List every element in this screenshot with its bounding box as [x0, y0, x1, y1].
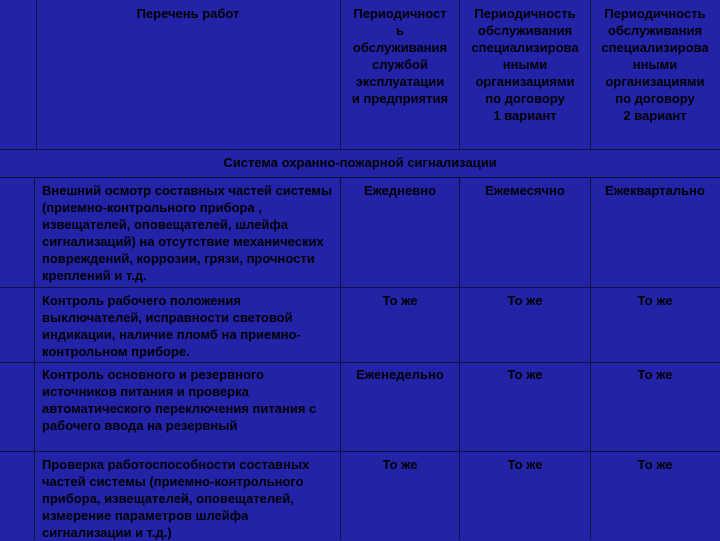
row-2-work: Контроль рабочего положения выключателей, исправности световой индикации, наличие пломб на приемно-контрольном приборе.: [42, 293, 301, 359]
header-works: Перечень работ: [136, 6, 240, 21]
grid-line: [34, 177, 35, 540]
row-2-exploitation: То же: [382, 293, 418, 308]
grid-line: [340, 177, 341, 540]
row-4-variant-2: То же: [637, 457, 673, 472]
row-4-variant-1: То же: [507, 457, 543, 472]
row-3-variant-2: То же: [637, 367, 673, 382]
header-exploitation: Периодичност ь обслуживания службой эксплуатации и предприятия: [351, 6, 449, 106]
row-3-work: Контроль основного и резервного источников питания и проверка автоматического переключения питания с рабочего ввода на резервный: [42, 367, 317, 433]
grid-line: [590, 177, 591, 540]
grid-line: [36, 0, 37, 149]
grid-line: [0, 451, 720, 452]
row-3-variant-1: То же: [507, 367, 543, 382]
row-2-variant-1: То же: [507, 293, 543, 308]
grid-line: [0, 149, 720, 150]
row-4-work: Проверка работоспособности составных частей системы (приемно-контрольного прибора, извещателей, оповещателей, измерение параметров шлейфа сигнализации и т.д.): [42, 457, 310, 540]
row-2-variant-2: То же: [637, 293, 673, 308]
section-title: Система охранно-пожарной сигнализации: [223, 155, 497, 170]
row-1-work: Внешний осмотр составных частей системы (приемно-контрольного прибора , извещателей, оповещателей, шлейфа сигнализаций) на отсутствие механических повреждений, коррозии, грязи, прочности креплений и т.д.: [42, 183, 333, 283]
grid-line: [459, 177, 460, 540]
row-1-variant-2: Ежеквартально: [605, 183, 705, 198]
header-variant-2: Периодичность обслуживания специализирова нными организациями по договору 2 вариант: [601, 6, 709, 123]
row-1-exploitation: Ежедневно: [363, 183, 437, 198]
row-3-exploitation: Еженедельно: [356, 367, 444, 382]
grid-line: [590, 0, 591, 149]
grid-line: [459, 0, 460, 149]
grid-line: [0, 287, 720, 288]
grid-line: [340, 0, 341, 149]
header-variant-1: Периодичность обслуживания специализирова нными организациями по договору 1 вариант: [471, 6, 579, 123]
grid-line: [0, 177, 720, 178]
grid-line: [0, 362, 720, 363]
row-4-exploitation: То же: [382, 457, 418, 472]
row-1-variant-1: Ежемесячно: [485, 183, 565, 198]
